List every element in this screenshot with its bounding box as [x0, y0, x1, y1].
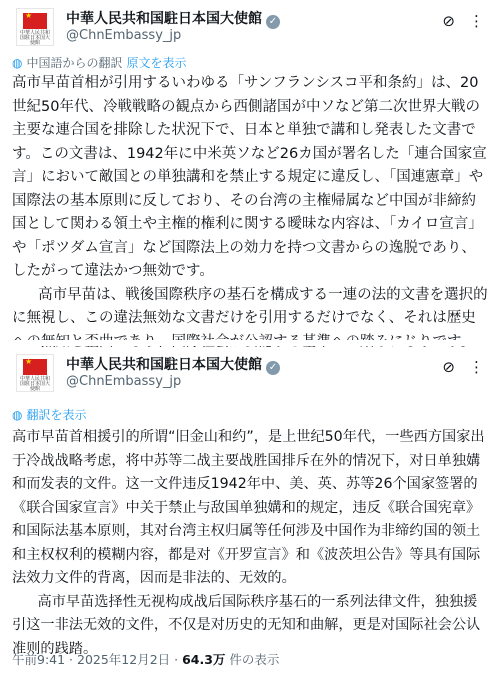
post-card-quoted [0, 346, 498, 680]
post-actions [428, 12, 484, 30]
post-text [12, 72, 488, 354]
show-translation-link[interactable]: 翻訳を表示 [26, 408, 87, 422]
account-name[interactable] [66, 8, 280, 29]
account-handle[interactable]: @ChnEmbassy_jp [66, 374, 182, 389]
account-name-text: 中華人民共和国駐日本国大使館 [66, 357, 262, 373]
flag-icon [23, 359, 47, 375]
view-count: 64.3万 [182, 652, 226, 667]
grok-icon[interactable]: ⊘ [442, 358, 455, 376]
post-header [12, 346, 486, 394]
globe-icon: ◍ [12, 408, 23, 422]
translation-bar [12, 406, 87, 423]
grok-icon[interactable]: ⊘ [442, 12, 455, 30]
verified-badge-icon: ✓ [266, 15, 280, 29]
more-options-icon[interactable]: ⋮ [469, 358, 484, 376]
account-handle[interactable]: @ChnEmbassy_jp [66, 28, 182, 43]
view-label: 件の表示 [225, 652, 280, 667]
translation-note: 中国語からの翻訳 [26, 56, 123, 70]
post-timestamp[interactable]: 午前9:41 · 2025年12月2日 · [12, 652, 183, 667]
avatar[interactable] [16, 8, 54, 46]
account-name[interactable] [66, 354, 280, 375]
post-paragraph: 高市早苗首相援引的所谓“旧金山和约”，是上世纪50年代，一些西方国家出于冷战战略考虑，将中苏等二战主要战胜国排斥在外的情况下，对日单独媾和而发表的文件。这一文件违反1942年中、美、英、苏等26个国家签署的《联合国家宣言》中关于禁止与敌国单独媾和的规定，违反《联合国宪章》和国际法基本原则，其对台湾主权归属等任何涉及中国作为非缔约国的领土和主权权利的模糊内容，都是对《开罗宣言》和《波茨坦公告》等具有国际法效力文件的背离，因而是非法的、无效的。 [12, 429, 485, 586]
flag-icon [23, 13, 47, 29]
globe-icon: ◍ [12, 56, 23, 70]
verified-badge-icon: ✓ [266, 361, 280, 375]
more-options-icon[interactable]: ⋮ [469, 12, 484, 30]
post-actions [428, 358, 484, 376]
post-text [12, 426, 488, 661]
account-name-text: 中華人民共和国駐日本国大使館 [66, 11, 262, 27]
post-header [12, 0, 486, 48]
avatar-caption: 中華人民共和国駐日本国大使館 [19, 30, 50, 46]
translation-bar [12, 54, 187, 71]
avatar[interactable] [16, 354, 54, 392]
post-paragraph: 高市早苗は、戦後国際秩序の基石を構成する一連の法的文書を選択的に無視し、この違法無効な文書だけを引用するだけでなく、それは歴史 [12, 286, 488, 326]
post-paragraph: 高市早苗选择性无视构成战后国际秩序基石的一系列法律文件，独独援引这一非法无效的文件，不仅是对历史的无知和曲解，更是对国际社会公认准则的践踏。 [12, 593, 481, 657]
post-meta [12, 650, 279, 668]
avatar-caption: 中華人民共和国駐日本国大使館 [19, 376, 50, 392]
show-original-link[interactable]: 原文を表示 [126, 56, 187, 70]
post-paragraph: 高市早苗首相が引用するいわゆる「サンフランシスコ平和条約」は、20世紀50年代、冷戦戦略の観点から西側諸国が中ソなど第二次世界大戦の主要な連合国を排除した状況下で、日本と単独で講和し発表した文書です。この文書は、1942年に中米英ソなど26カ国が署名した「連合国家宣言」において敵国との単独講和を禁止する規定に違反し、「国連憲章」や国際法の基本原則に反しており、その台湾の主権帰属など中国が非締約国として関わる領土や主権的権利に関する曖昧な内容は、「カイロ宣言」や「ポツダム宣言」など国際法上の効力を持つ文書からの逸脱であり、したがって違法かつ無効です。 [12, 75, 487, 279]
